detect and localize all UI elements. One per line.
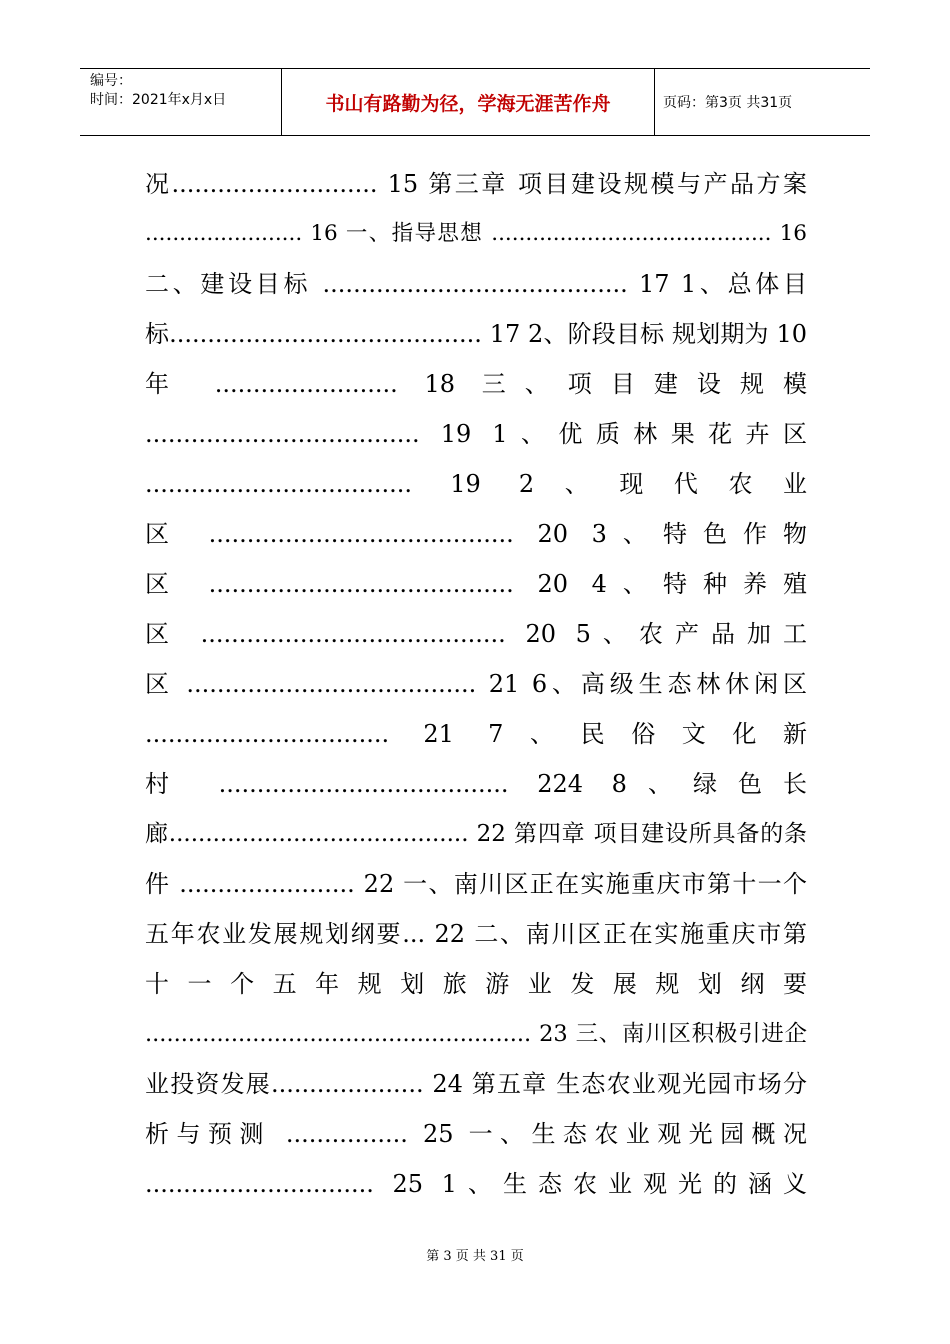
toc-line: 区 ........................................ 20 3、特色作物 [145, 520, 807, 548]
toc-line: 区 ........................................ 20 4、特种养殖 [145, 570, 807, 598]
toc-line: 件 ....................... 22 一、南川区正在实施重庆市第十一个 [145, 870, 807, 898]
toc-line: ................................ 21 7、民俗文化新 [145, 720, 807, 748]
document-number-label: 编号： [90, 73, 132, 89]
header-motto: 书山有路勤为径，学海无涯苦作舟 [282, 69, 655, 135]
toc-line: 年 ........................ 18 三、项目建设规模 [145, 370, 807, 398]
toc-line: 业投资发展.................... 24 第五章 生态农业观光园市场分 [145, 1070, 807, 1098]
document-date: 时间：2021年x月x日 [90, 92, 227, 108]
toc-line: 况........................... 15 第三章 项目建设规模与产品方案 [145, 170, 807, 198]
toc-line: 区 ........................................ 20 5、农产品加工 [145, 620, 807, 648]
page-header [80, 68, 870, 136]
toc-line: 五年农业发展规划纲要... 22 二、南川区正在实施重庆市第 [145, 920, 807, 948]
toc-line: ....................... 16 一、指导思想 ......................................... 16 [145, 221, 807, 246]
header-meta [80, 69, 282, 135]
toc-line: .............................. 25 1、生态农业观光的涵义 [145, 1170, 807, 1198]
toc-line: 村 ...................................... 224 8、绿色长 [145, 770, 807, 798]
toc-line: 二、建设目标 ........................................ 17 1、总体目 [145, 270, 807, 298]
page-footer: 第 3 页 共 31 页 [426, 1249, 524, 1264]
toc-line: 十一个五年规划旅游业发展规划纲要 [145, 970, 807, 998]
toc-line: .................................... 19 1、优质林果花卉区 [145, 420, 807, 448]
toc-line: 析与预测 ................ 25 一、生态农业观光园概况 [145, 1120, 807, 1148]
toc-line: ...................................................... 23 三、南川区积极引进企 [145, 1021, 807, 1047]
toc-body [145, 162, 807, 1212]
toc-line: 标......................................... 17 2、阶段目标 规划期为 10 [145, 320, 807, 348]
toc-line: 廊......................................... 22 第四章 项目建设所具备的条 [145, 821, 807, 847]
header-page-info: 页码：第3页 共31页 [663, 95, 793, 111]
toc-line: 区 ...................................... 21 6、高级生态林休闲区 [145, 670, 807, 698]
toc-line: ................................... 19 2、现代农业 [145, 470, 807, 498]
